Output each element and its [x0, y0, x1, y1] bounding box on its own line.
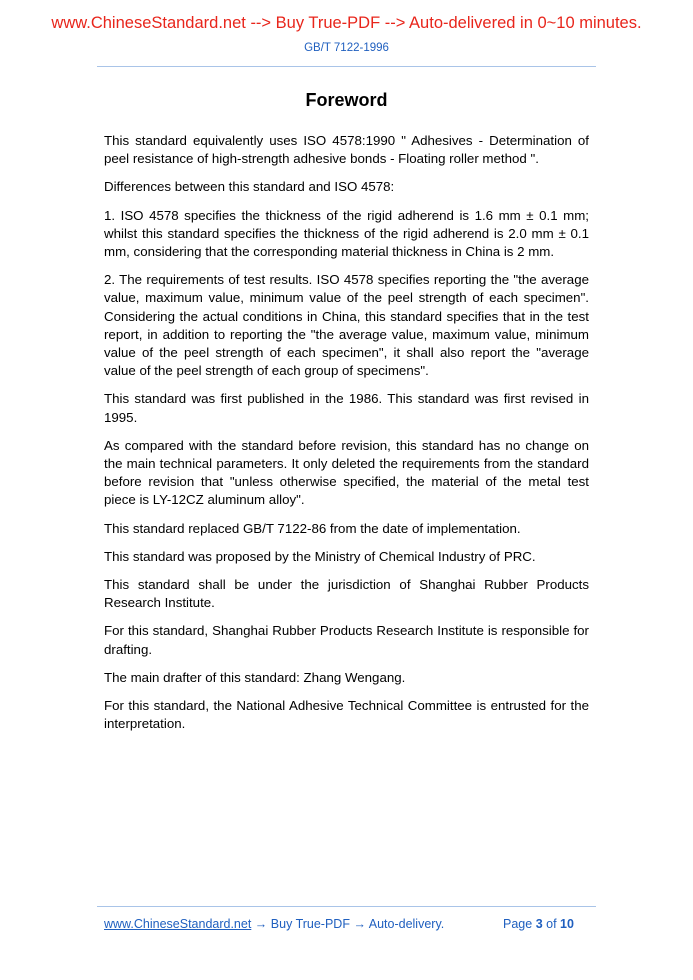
page-indicator	[503, 917, 574, 931]
paragraph-history: This standard was first published in the 1986. This standard was first revised in 1995.	[104, 391, 589, 425]
paragraph-interpretation: For this standard, the National Adhesive Technical Committee is entrusted for the interpretation.	[104, 698, 589, 732]
paragraph-jurisdiction: This standard shall be under the jurisdiction of Shanghai Rubber Products Research Institute.	[104, 577, 589, 611]
foreword-body	[104, 132, 589, 743]
promo-banner[interactable]: www.ChineseStandard.net --> Buy True-PDF --> Auto-delivered in 0~10 minutes.	[51, 14, 642, 32]
paragraph-difference-1: 1. ISO 4578 specifies the thickness of the rigid adherend is 1.6 mm ± 0.1 mm; whilst this standard specifies the thickness of the rigid adherend is 2.0 mm ± 0.1 mm, considering that the corresponding material thickness in China is 2 mm.	[104, 207, 589, 260]
page-title: Foreword	[305, 90, 388, 110]
footer-purchase-links	[104, 917, 444, 931]
footer-divider	[97, 906, 596, 907]
paragraph-difference-2: 2. The requirements of test results. ISO 4578 specifies reporting the "the average value, maximum value, minimum value of the peel strength of each specimen". Considering the actual conditions in China, this standard specifies that in the test report, in addition to reporting the "the average value, maximum value, minimum value of the peel strength of each specimen", it shall also report the "average value of the peel strength of each group of specimens".	[104, 272, 589, 379]
site-link[interactable]: www.ChineseStandard.net	[104, 917, 252, 931]
total-pages-number: 10	[560, 917, 574, 931]
paragraph-revision-changes: As compared with the standard before revision, this standard has no change on the main technical parameters. It only deleted the requirements from the standard before revision that "unless otherwise specified, the material of the metal test piece is LY-12CZ aluminum alloy".	[104, 437, 589, 508]
page-label: Page	[503, 917, 533, 931]
current-page-number: 3	[535, 917, 543, 931]
of-label: of	[546, 917, 557, 931]
paragraph-proposer: This standard was proposed by the Ministry of Chemical Industry of PRC.	[104, 548, 536, 564]
paragraph-drafter: The main drafter of this standard: Zhang Wengang.	[104, 669, 406, 685]
header-divider	[97, 66, 596, 67]
buy-pdf-link[interactable]: Buy True-PDF	[270, 917, 350, 931]
auto-delivery-text: Auto-delivery.	[368, 917, 445, 931]
paragraph-adoption: This standard equivalently uses ISO 4578:1990 " Adhesives - Determination of peel resistance of high-strength adhesive bonds - Floating roller method ".	[104, 133, 589, 167]
paragraph-replacement: This standard replaced GB/T 7122-86 from the date of implementation.	[104, 520, 521, 536]
arrow-right-icon: →	[254, 917, 268, 931]
paragraph-drafting: For this standard, Shanghai Rubber Products Research Institute is responsible for drafting.	[104, 623, 589, 657]
arrow-right-icon: →	[353, 917, 366, 931]
standard-code-header: GB/T 7122-1996	[304, 42, 389, 54]
paragraph-differences-intro: Differences between this standard and ISO 4578:	[104, 179, 395, 195]
